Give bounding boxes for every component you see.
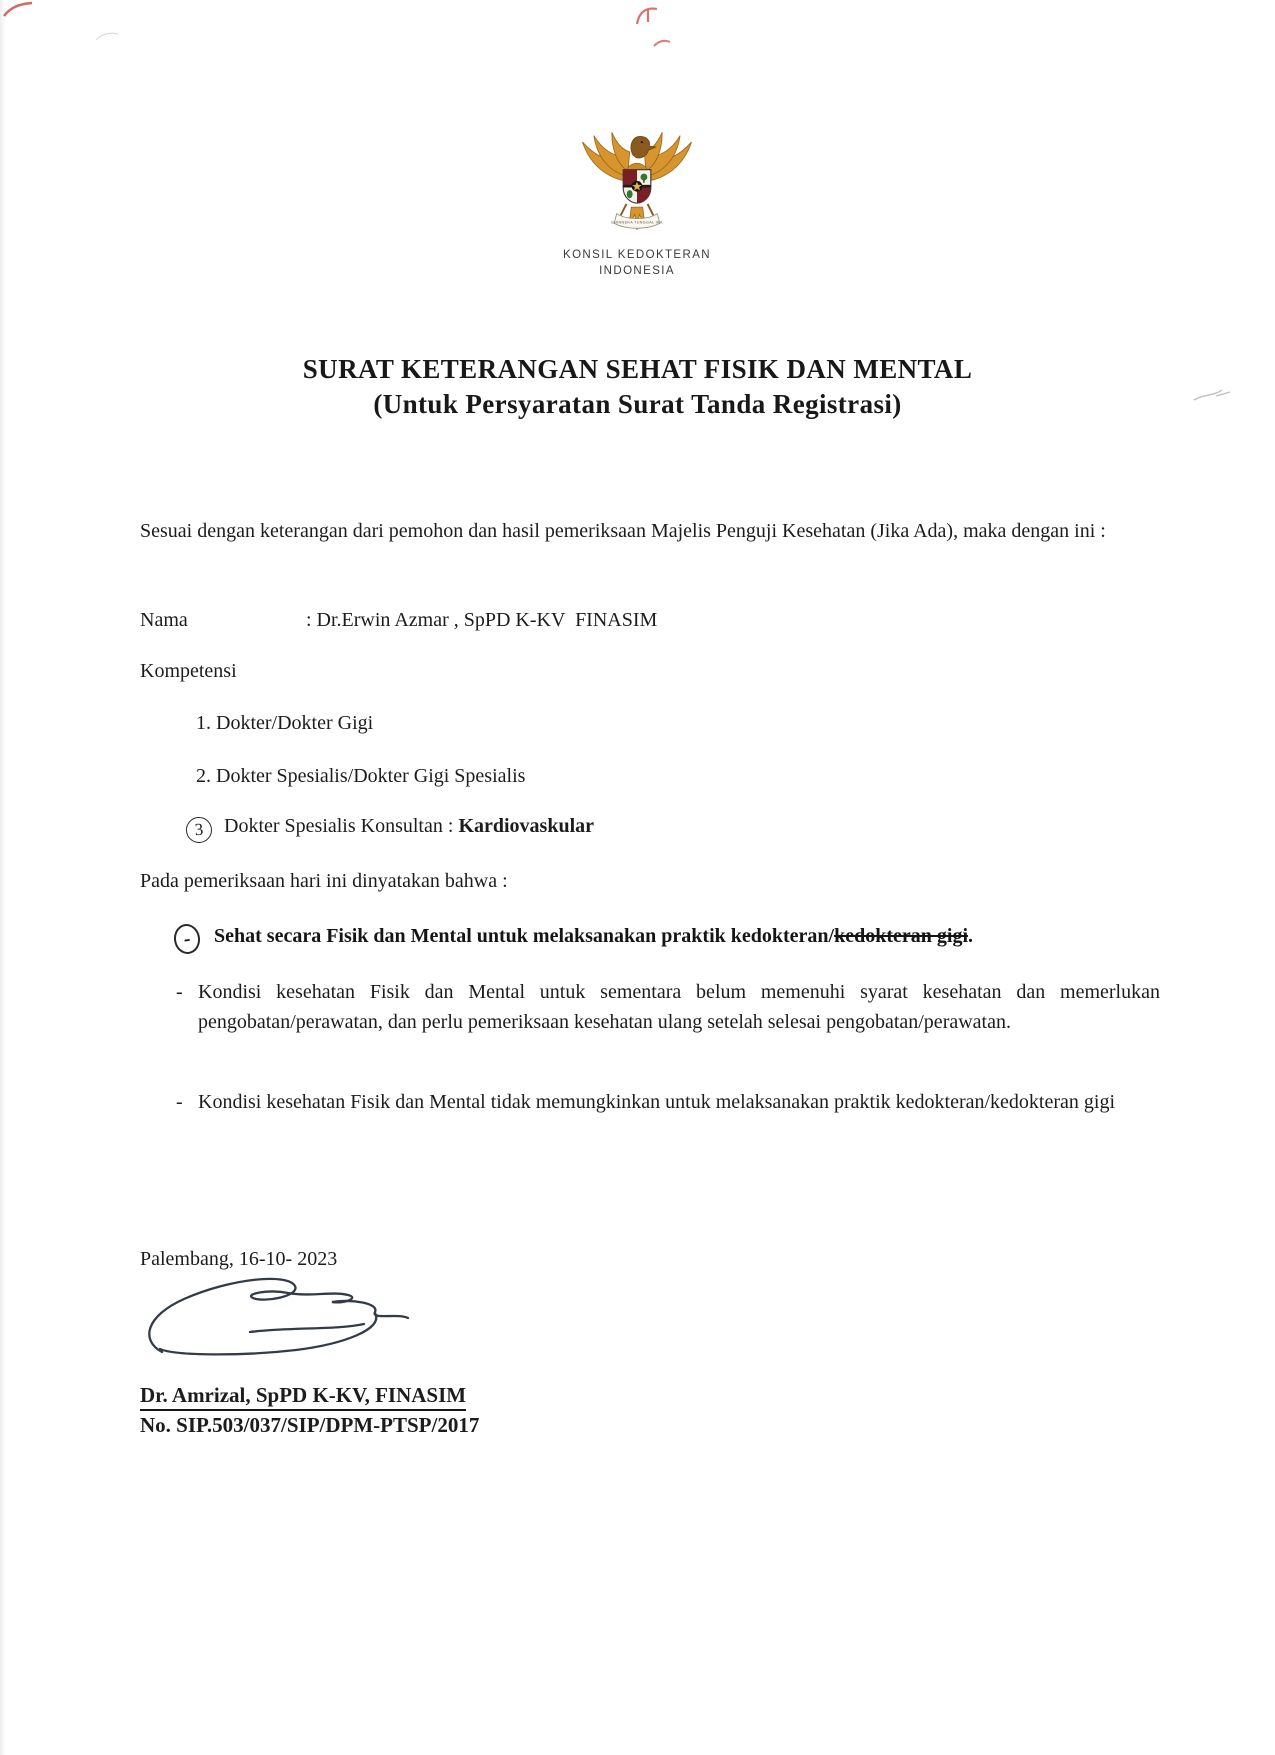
kompetensi-heading: Kompetensi	[140, 660, 237, 682]
org-caption	[563, 248, 711, 279]
option1-period: .	[968, 925, 974, 947]
red-scan-mark	[2, 0, 36, 20]
item1-text: Dokter/Dokter Gigi	[216, 712, 374, 734]
red-scan-mark	[652, 36, 672, 50]
name-row	[140, 605, 1136, 635]
item3-text: Dokter Spesialis Konsultan :	[224, 815, 459, 837]
document-title	[140, 352, 1135, 422]
option1-struck-text: kedokteran gigi	[834, 925, 969, 947]
kompetensi-item-3	[186, 811, 1086, 843]
pancasila-shield	[623, 170, 651, 203]
name-value: : Dr.Erwin Azmar , SpPD K-KV FINASIM	[306, 609, 658, 631]
garuda-pancasila-emblem	[576, 128, 698, 244]
title-line2: (Untuk Persyaratan Surat Tanda Registrasi)	[373, 389, 902, 420]
circled-dash-mark: -	[172, 922, 202, 955]
signer-name: Dr. Amrizal, SpPD K-KV, FINASIM	[140, 1383, 466, 1411]
kompetensi-item-2	[196, 761, 1096, 791]
red-scan-mark	[634, 4, 660, 28]
pencil-scan-mark	[1190, 380, 1236, 406]
dateline: Palembang, 16-10- 2023	[140, 1248, 338, 1270]
name-label: Nama	[140, 609, 188, 631]
option-temporarily-unfit	[176, 977, 1160, 1037]
org-caption-line2: INDONESIA	[599, 264, 675, 277]
signer-license-number: No. SIP.503/037/SIP/DPM-PTSP/2017	[140, 1413, 480, 1437]
circled-3-mark: 3	[185, 816, 213, 844]
signature	[132, 1272, 432, 1382]
item2-text: Dokter Spesialis/Dokter Gigi Spesialis	[216, 765, 526, 787]
statement-intro: Pada pemeriksaan hari ini dinyatakan bahwa :	[140, 870, 508, 892]
option-healthy	[168, 921, 1204, 951]
kompetensi-item-1	[196, 708, 1096, 738]
dash-marker: -	[176, 981, 183, 1003]
item1-number: 1.	[196, 712, 211, 734]
title-line1: SURAT KETERANGAN SEHAT FISIK DAN MENTAL	[302, 354, 973, 384]
option2-text: Kondisi kesehatan Fisik dan Mental untuk sementara belum memenuhi syarat kesehatan dan memerlukan pengobatan/perawatan, dan perlu pemeriksaan kesehatan ulang setelah selesai pengobatan/perawatan.	[198, 981, 1160, 1033]
item2-number: 2.	[196, 765, 211, 787]
org-caption-line1: KONSIL KEDOKTERAN	[563, 249, 711, 261]
option3-text: Kondisi kesehatan Fisik dan Mental tidak memungkinkan untuk melaksanakan praktik kedokteran/kedokteran gigi	[198, 1091, 1116, 1113]
svg-text:BHINNEKA TUNGGAL IKA: BHINNEKA TUNGGAL IKA	[611, 220, 663, 225]
intro-paragraph: Sesuai dengan keterangan dari pemohon dan hasil pemeriksaan Majelis Penguji Kesehatan (Jika Ada), maka dengan ini :	[140, 520, 1106, 542]
dash-marker: -	[176, 1091, 183, 1113]
letterhead	[563, 128, 711, 279]
option-unfit	[176, 1087, 1160, 1117]
option1-text: Sehat secara Fisik dan Mental untuk melaksanakan praktik kedokteran/	[214, 925, 835, 947]
item3-specialty: Kardiovaskular	[458, 815, 595, 837]
pencil-scan-mark	[92, 26, 122, 46]
